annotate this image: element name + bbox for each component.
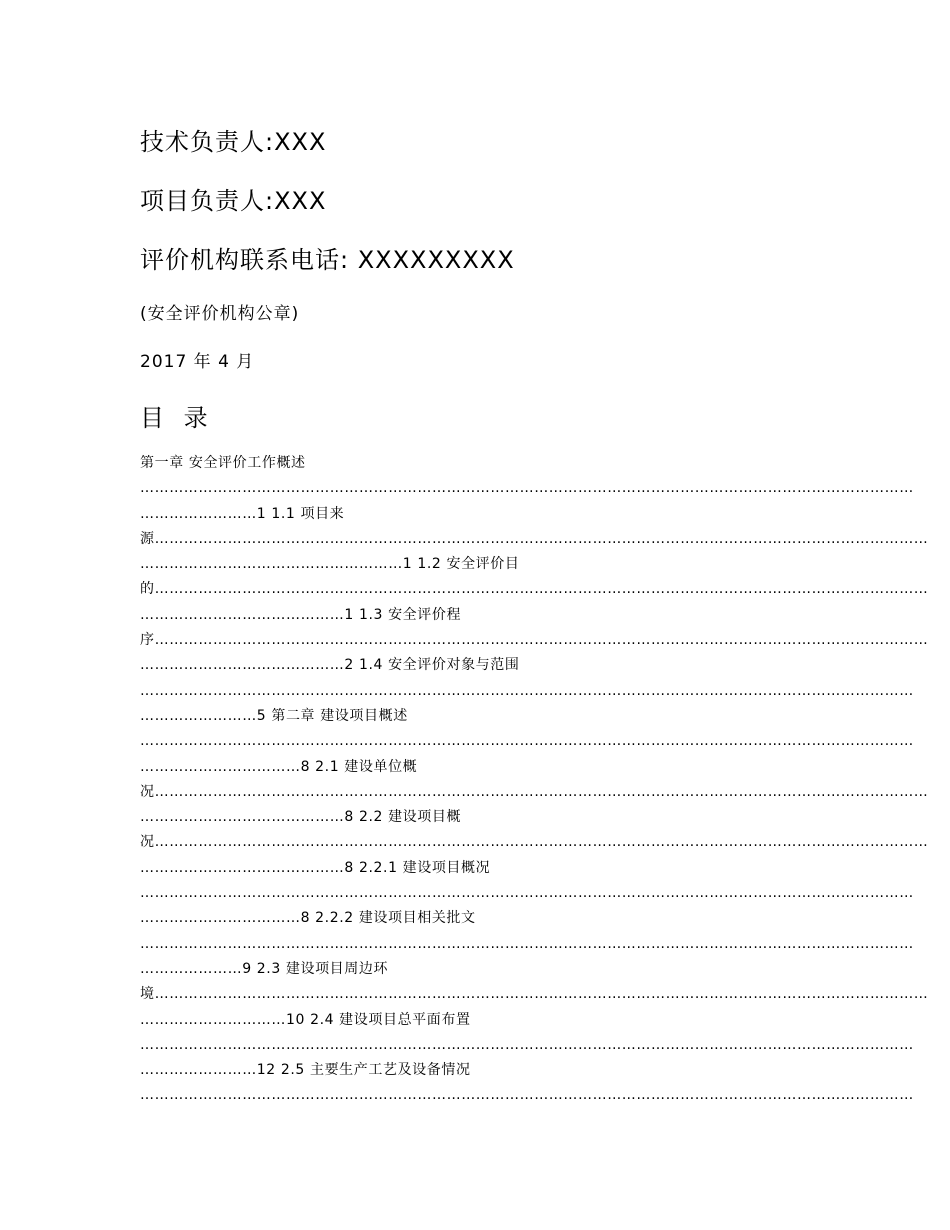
toc-line: ………………………………………………1 1.2 安全评价目 [140,556,520,573]
toc-line: …………………………………………………………………………………………………………………………………………… [140,935,914,952]
toc-line: …………………………………………………………………………………………………………………………………………… [140,733,914,750]
toc-line: ……………………1 1.1 项目来 [140,505,345,522]
toc-line: ……………………………8 2.1 建设单位概 [140,758,418,775]
toc-line: 况…………………………………………………………………………………………………………………………………………… [140,783,929,800]
toc-line: 况…………………………………………………………………………………………………………………………………………… [140,834,929,851]
technical-lead-line: 技术负责人:XXX [140,128,327,156]
toc-line: …………………………10 2.4 建设项目总平面布置 [140,1011,471,1028]
project-lead-line: 项目负责人:XXX [140,187,327,215]
toc-line: ……………………………8 2.2.2 建设项目相关批文 [140,910,476,927]
report-date: 2017 年 4 月 [140,352,255,372]
toc-line: 序…………………………………………………………………………………………………………………………………………… [140,632,929,649]
toc-title: 目 录 [140,404,214,432]
toc-line: …………………………………………………………………………………………………………………………………………… [140,1036,914,1053]
toc-line: ……………………………………2 1.4 安全评价对象与范围 [140,657,520,674]
toc-line: …………………………………………………………………………………………………………………………………………… [140,1087,914,1104]
toc-line: ……………………5 第二章 建设项目概述 [140,707,408,724]
toc-line: ……………………………………8 2.2 建设项目概 [140,809,462,826]
toc-line: 第一章 安全评价工作概述 [140,455,306,471]
table-of-contents [140,451,929,1109]
toc-line: ……………………………………1 1.3 安全评价程 [140,606,462,623]
toc-line: ……………………12 2.5 主要生产工艺及设备情况 [140,1062,471,1079]
toc-line: ……………………………………8 2.2.1 建设项目概况 [140,859,491,876]
toc-line: 的…………………………………………………………………………………………………………………………………………… [140,581,929,598]
contact-phone-line: 评价机构联系电话: XXXXXXXXX [140,246,515,274]
toc-line: 源…………………………………………………………………………………………………………………………………………… [140,530,929,547]
toc-line: 境…………………………………………………………………………………………………………………………………………… [140,986,929,1003]
seal-note: (安全评价机构公章) [140,304,300,324]
toc-line: …………………………………………………………………………………………………………………………………………… [140,682,914,699]
toc-line: …………………………………………………………………………………………………………………………………………… [140,480,914,497]
toc-line: …………………………………………………………………………………………………………………………………………… [140,885,914,902]
toc-line: …………………9 2.3 建设项目周边环 [140,960,389,977]
